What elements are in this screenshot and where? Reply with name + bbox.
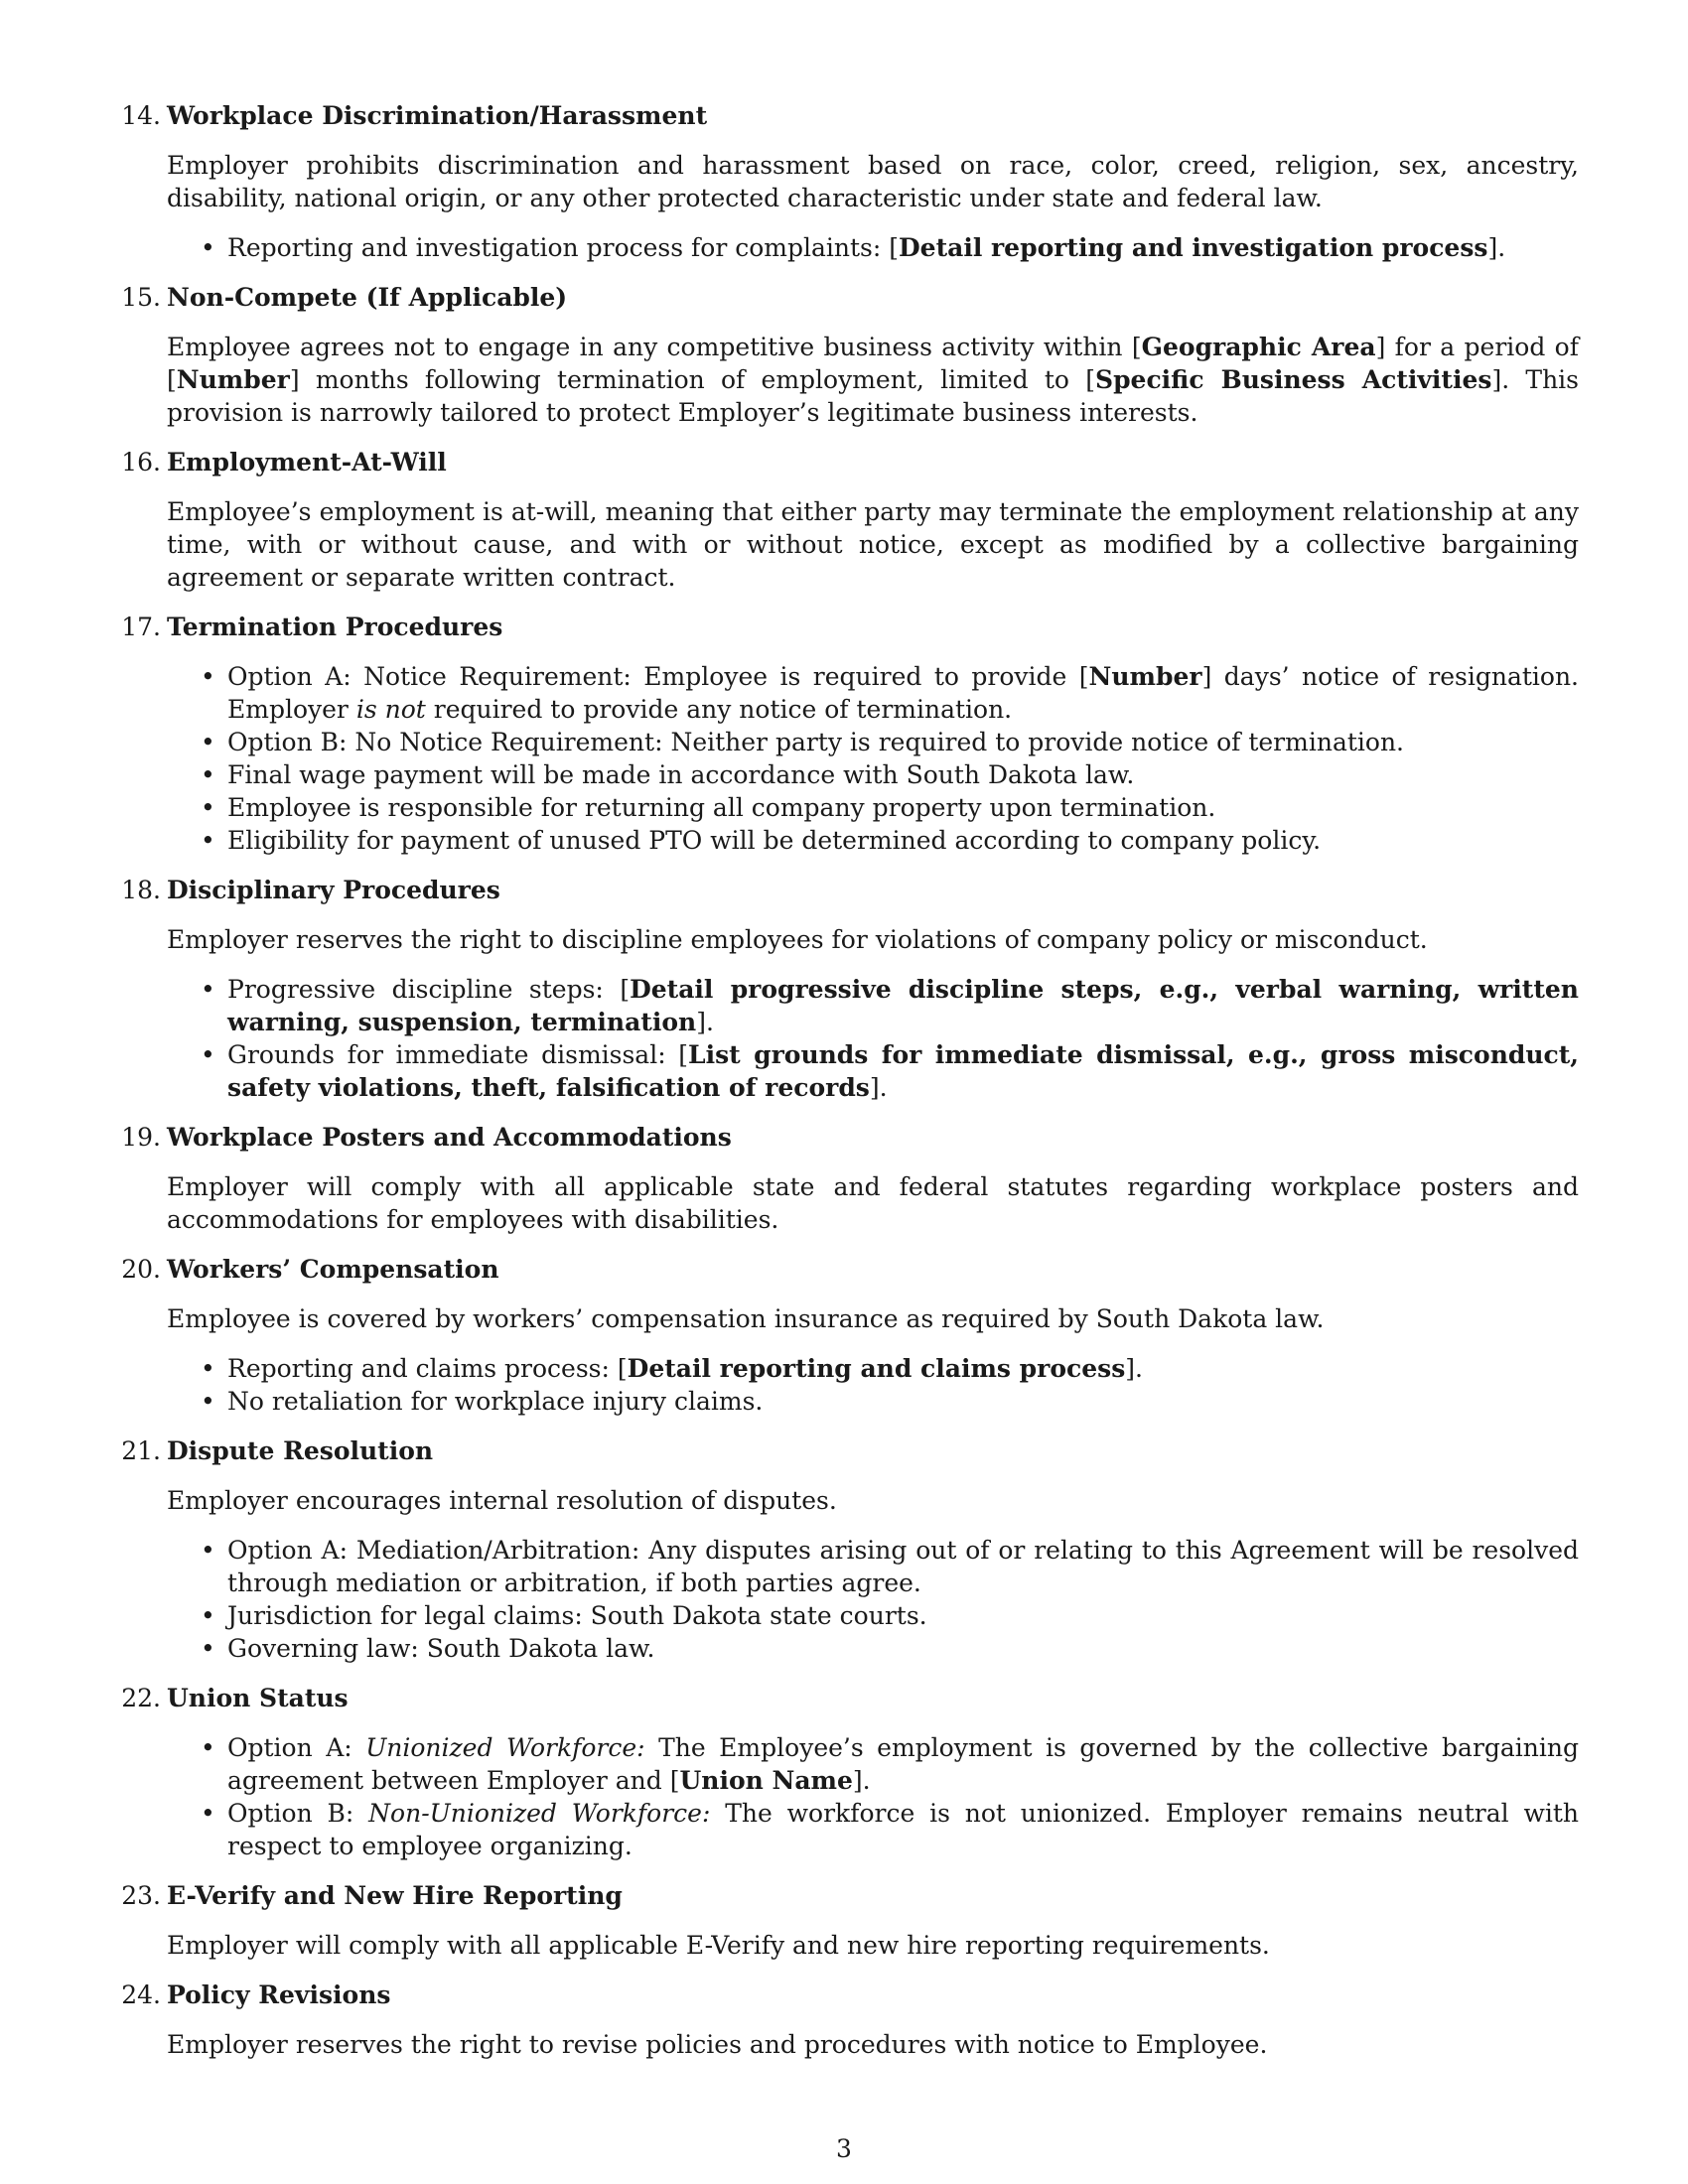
placeholder-text: List grounds for immediate dismissal, e.g., gross misconduct, safety violations, theft, falsification of records: [227, 1040, 1580, 1102]
bullet-icon: •: [201, 760, 215, 789]
section-paragraph: Employee’s employment is at-will, meaning that either party may terminate the employment relationship at any time, with or without cause, and with or without notice, except as modified by a collective bargaining agreement or separate written contract.: [167, 497, 1579, 592]
section-24: [121, 1979, 1579, 2061]
section-heading: [121, 611, 1579, 643]
section-title: Dispute Resolution: [167, 1436, 434, 1465]
emphasis-text: is not: [355, 695, 426, 724]
section-heading: [121, 1253, 1579, 1286]
section-paragraph: Employee agrees not to engage in any competitive business activity within [Geographic Area] for a period of [Number] months following termination of employment, limited to [Specific Business Activities]. This provision is narrowly tailored to protect Employer’s legitimate business interests.: [167, 333, 1580, 427]
bullet-list: [167, 1352, 1579, 1418]
section-21: [121, 1434, 1579, 1665]
section-number: 16.: [121, 448, 161, 477]
bullet-icon: •: [201, 1634, 215, 1663]
section-18: [121, 874, 1580, 1104]
bullet-list: [167, 973, 1579, 1104]
bullet-icon: •: [201, 1601, 215, 1630]
section-number: 18.: [121, 876, 161, 904]
placeholder-text: Geographic Area: [1141, 333, 1376, 361]
section-paragraph: Employer will comply with all applicable state and federal statutes regarding workplace posters and accommodations for employees with disabilities.: [167, 1172, 1579, 1234]
emphasis-text: Non-Unionized Workforce:: [368, 1799, 711, 1828]
section-17: [121, 611, 1579, 857]
list-item: • Grounds for immediate dismissal: [List grounds for immediate dismissal, e.g., gross misconduct, safety violations, theft, falsification of records].: [201, 1040, 1580, 1102]
bullet-list: [167, 1731, 1579, 1862]
bullet-icon: •: [201, 1354, 215, 1383]
list-item: • Option A: Mediation/Arbitration: Any disputes arising out of or relating to this Agreement will be resolved through mediation or arbitration, if both parties agree.: [201, 1536, 1579, 1597]
bullet-icon: •: [201, 975, 215, 1004]
list-item: • Option A: Unionized Workforce: The Employee’s employment is governed by the collective bargaining agreement between Employer and [Union Name].: [201, 1733, 1579, 1795]
section-number: 20.: [121, 1255, 161, 1284]
list-item: • Employee is responsible for returning all company property upon termination.: [201, 793, 1216, 822]
section-heading: [121, 874, 1579, 906]
section-number: 23.: [121, 1881, 161, 1910]
section-title: Workers’ Compensation: [167, 1255, 499, 1284]
placeholder-text: Detail progressive discipline steps, e.g., verbal warning, written warning, suspension, termination: [227, 975, 1579, 1036]
section-number: 17.: [121, 613, 161, 641]
section-title: Union Status: [167, 1684, 349, 1712]
bullet-icon: •: [201, 826, 215, 855]
section-number: 21.: [121, 1436, 161, 1465]
placeholder-text: Number: [1088, 662, 1202, 691]
section-heading: [121, 281, 1579, 314]
section-22: [121, 1682, 1579, 1862]
section-heading: [121, 99, 1579, 132]
section-title: Disciplinary Procedures: [167, 876, 500, 904]
section-number: 14.: [121, 101, 161, 130]
section-paragraph: Employer reserves the right to revise policies and procedures with notice to Employee.: [167, 2030, 1268, 2059]
bullet-icon: •: [201, 233, 215, 262]
section-number: 22.: [121, 1684, 161, 1712]
section-heading: [121, 1682, 1579, 1714]
section-paragraph: Employer reserves the right to discipline employees for violations of company policy or misconduct.: [167, 925, 1428, 954]
section-paragraph: Employee is covered by workers’ compensation insurance as required by South Dakota law.: [167, 1304, 1325, 1333]
placeholder-text: Detail reporting and investigation process: [898, 233, 1488, 262]
section-title: Non-Compete (If Applicable): [167, 283, 568, 312]
bullet-icon: •: [201, 1387, 215, 1416]
section-title: Termination Procedures: [167, 613, 503, 641]
bullet-list: [167, 660, 1579, 857]
section-14: [121, 99, 1579, 264]
section-heading: [121, 1879, 1579, 1912]
bullet-list: [167, 231, 1579, 264]
section-20: [121, 1253, 1579, 1418]
emphasis-text: Unionized Workforce:: [365, 1733, 645, 1762]
section-title: Employment-At-Will: [167, 448, 447, 477]
placeholder-text: Detail reporting and claims process: [627, 1354, 1126, 1383]
bullet-icon: •: [201, 1733, 215, 1762]
section-title: Workplace Posters and Accommodations: [167, 1123, 732, 1152]
list-item: • Option A: Notice Requirement: Employee is required to provide [Number] days’ notice of resignation. Employer is not required to provide any notice of termination.: [201, 662, 1579, 724]
list-item: • Progressive discipline steps: [Detail progressive discipline steps, e.g., verbal warning, written warning, suspension, termination].: [201, 975, 1579, 1036]
section-title: Policy Revisions: [167, 1980, 391, 2009]
section-paragraph: Employer encourages internal resolution of disputes.: [167, 1486, 837, 1515]
list-item: • Governing law: South Dakota law.: [201, 1634, 655, 1663]
list-item: • Option B: No Notice Requirement: Neither party is required to provide notice of termination.: [201, 728, 1404, 756]
bullet-icon: •: [201, 1799, 215, 1828]
document-body: [121, 99, 1580, 2061]
section-16: [121, 446, 1579, 594]
bullet-icon: •: [201, 662, 215, 691]
section-heading: [121, 1121, 1579, 1154]
section-number: 19.: [121, 1123, 161, 1152]
section-paragraph: Employer will comply with all applicable E-Verify and new hire reporting requirements.: [167, 1931, 1270, 1960]
bullet-icon: •: [201, 793, 215, 822]
section-heading: [121, 1434, 1579, 1467]
list-item: • Reporting and claims process: [Detail reporting and claims process].: [201, 1354, 1143, 1383]
section-title: E-Verify and New Hire Reporting: [167, 1881, 623, 1910]
page-number: 3: [836, 2134, 852, 2163]
placeholder-text: Specific Business Activities: [1095, 365, 1492, 394]
section-title: Workplace Discrimination/Harassment: [167, 101, 708, 130]
bullet-list: [167, 1534, 1579, 1665]
list-item: • Eligibility for payment of unused PTO will be determined according to company policy.: [201, 826, 1322, 855]
section-15: [121, 281, 1580, 429]
list-item: • Option B: Non-Unionized Workforce: The workforce is not unionized. Employer remains neutral with respect to employee organizing.: [201, 1799, 1579, 1860]
list-item: • Final wage payment will be made in accordance with South Dakota law.: [201, 760, 1135, 789]
section-19: [121, 1121, 1579, 1236]
section-number: 15.: [121, 283, 161, 312]
bullet-icon: •: [201, 728, 215, 756]
section-heading: [121, 446, 1579, 478]
list-item: • Reporting and investigation process for complaints: [Detail reporting and investigation process].: [201, 233, 1506, 262]
section-paragraph: Employer prohibits discrimination and harassment based on race, color, creed, religion, sex, ancestry, disability, national origin, or any other protected characteristic under state and federal law.: [167, 151, 1579, 212]
section-number: 24.: [121, 1980, 161, 2009]
placeholder-text: Union Name: [679, 1766, 853, 1795]
bullet-icon: •: [201, 1040, 215, 1069]
placeholder-text: Number: [176, 365, 290, 394]
section-23: [121, 1879, 1579, 1962]
list-item: • Jurisdiction for legal claims: South Dakota state courts.: [201, 1601, 927, 1630]
section-heading: [121, 1979, 1579, 2011]
list-item: • No retaliation for workplace injury claims.: [201, 1387, 764, 1416]
bullet-icon: •: [201, 1536, 215, 1565]
